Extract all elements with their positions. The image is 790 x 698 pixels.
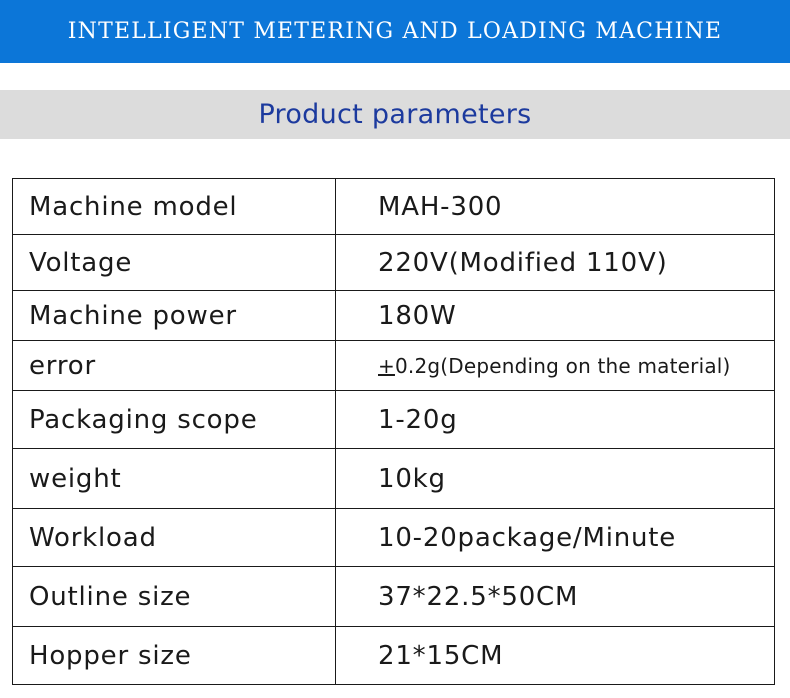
table-row bbox=[13, 235, 775, 291]
table-row bbox=[13, 291, 775, 341]
param-value: MAH-300 bbox=[336, 179, 775, 235]
param-label: Packaging scope bbox=[13, 391, 336, 449]
param-label: Outline size bbox=[13, 567, 336, 627]
param-label: Voltage bbox=[13, 235, 336, 291]
section-title: Product parameters bbox=[258, 99, 532, 130]
param-value: 10-20package/Minute bbox=[336, 509, 775, 567]
param-value: 37*22.5*50CM bbox=[336, 567, 775, 627]
param-label: error bbox=[13, 341, 336, 391]
param-label: Machine power bbox=[13, 291, 336, 341]
plus-minus-symbol: + bbox=[378, 353, 395, 378]
param-label: Workload bbox=[13, 509, 336, 567]
table-row bbox=[13, 627, 775, 685]
param-value bbox=[336, 341, 775, 391]
param-value: 1-20g bbox=[336, 391, 775, 449]
param-value: 10kg bbox=[336, 449, 775, 509]
param-label: Hopper size bbox=[13, 627, 336, 685]
product-parameters-table bbox=[12, 178, 775, 685]
param-value: 220V(Modified 110V) bbox=[336, 235, 775, 291]
table-row bbox=[13, 449, 775, 509]
section-header bbox=[0, 90, 790, 139]
table-row bbox=[13, 567, 775, 627]
error-value-text: 0.2g(Depending on the material) bbox=[394, 353, 731, 378]
banner-title: INTELLIGENT METERING AND LOADING MACHINE bbox=[67, 19, 723, 44]
table-row bbox=[13, 341, 775, 391]
table-row bbox=[13, 391, 775, 449]
param-label: weight bbox=[13, 449, 336, 509]
table-row bbox=[13, 509, 775, 567]
param-label: Machine model bbox=[13, 179, 336, 235]
top-banner bbox=[0, 0, 790, 63]
param-value: 21*15CM bbox=[336, 627, 775, 685]
param-value: 180W bbox=[336, 291, 775, 341]
table-row bbox=[13, 179, 775, 235]
